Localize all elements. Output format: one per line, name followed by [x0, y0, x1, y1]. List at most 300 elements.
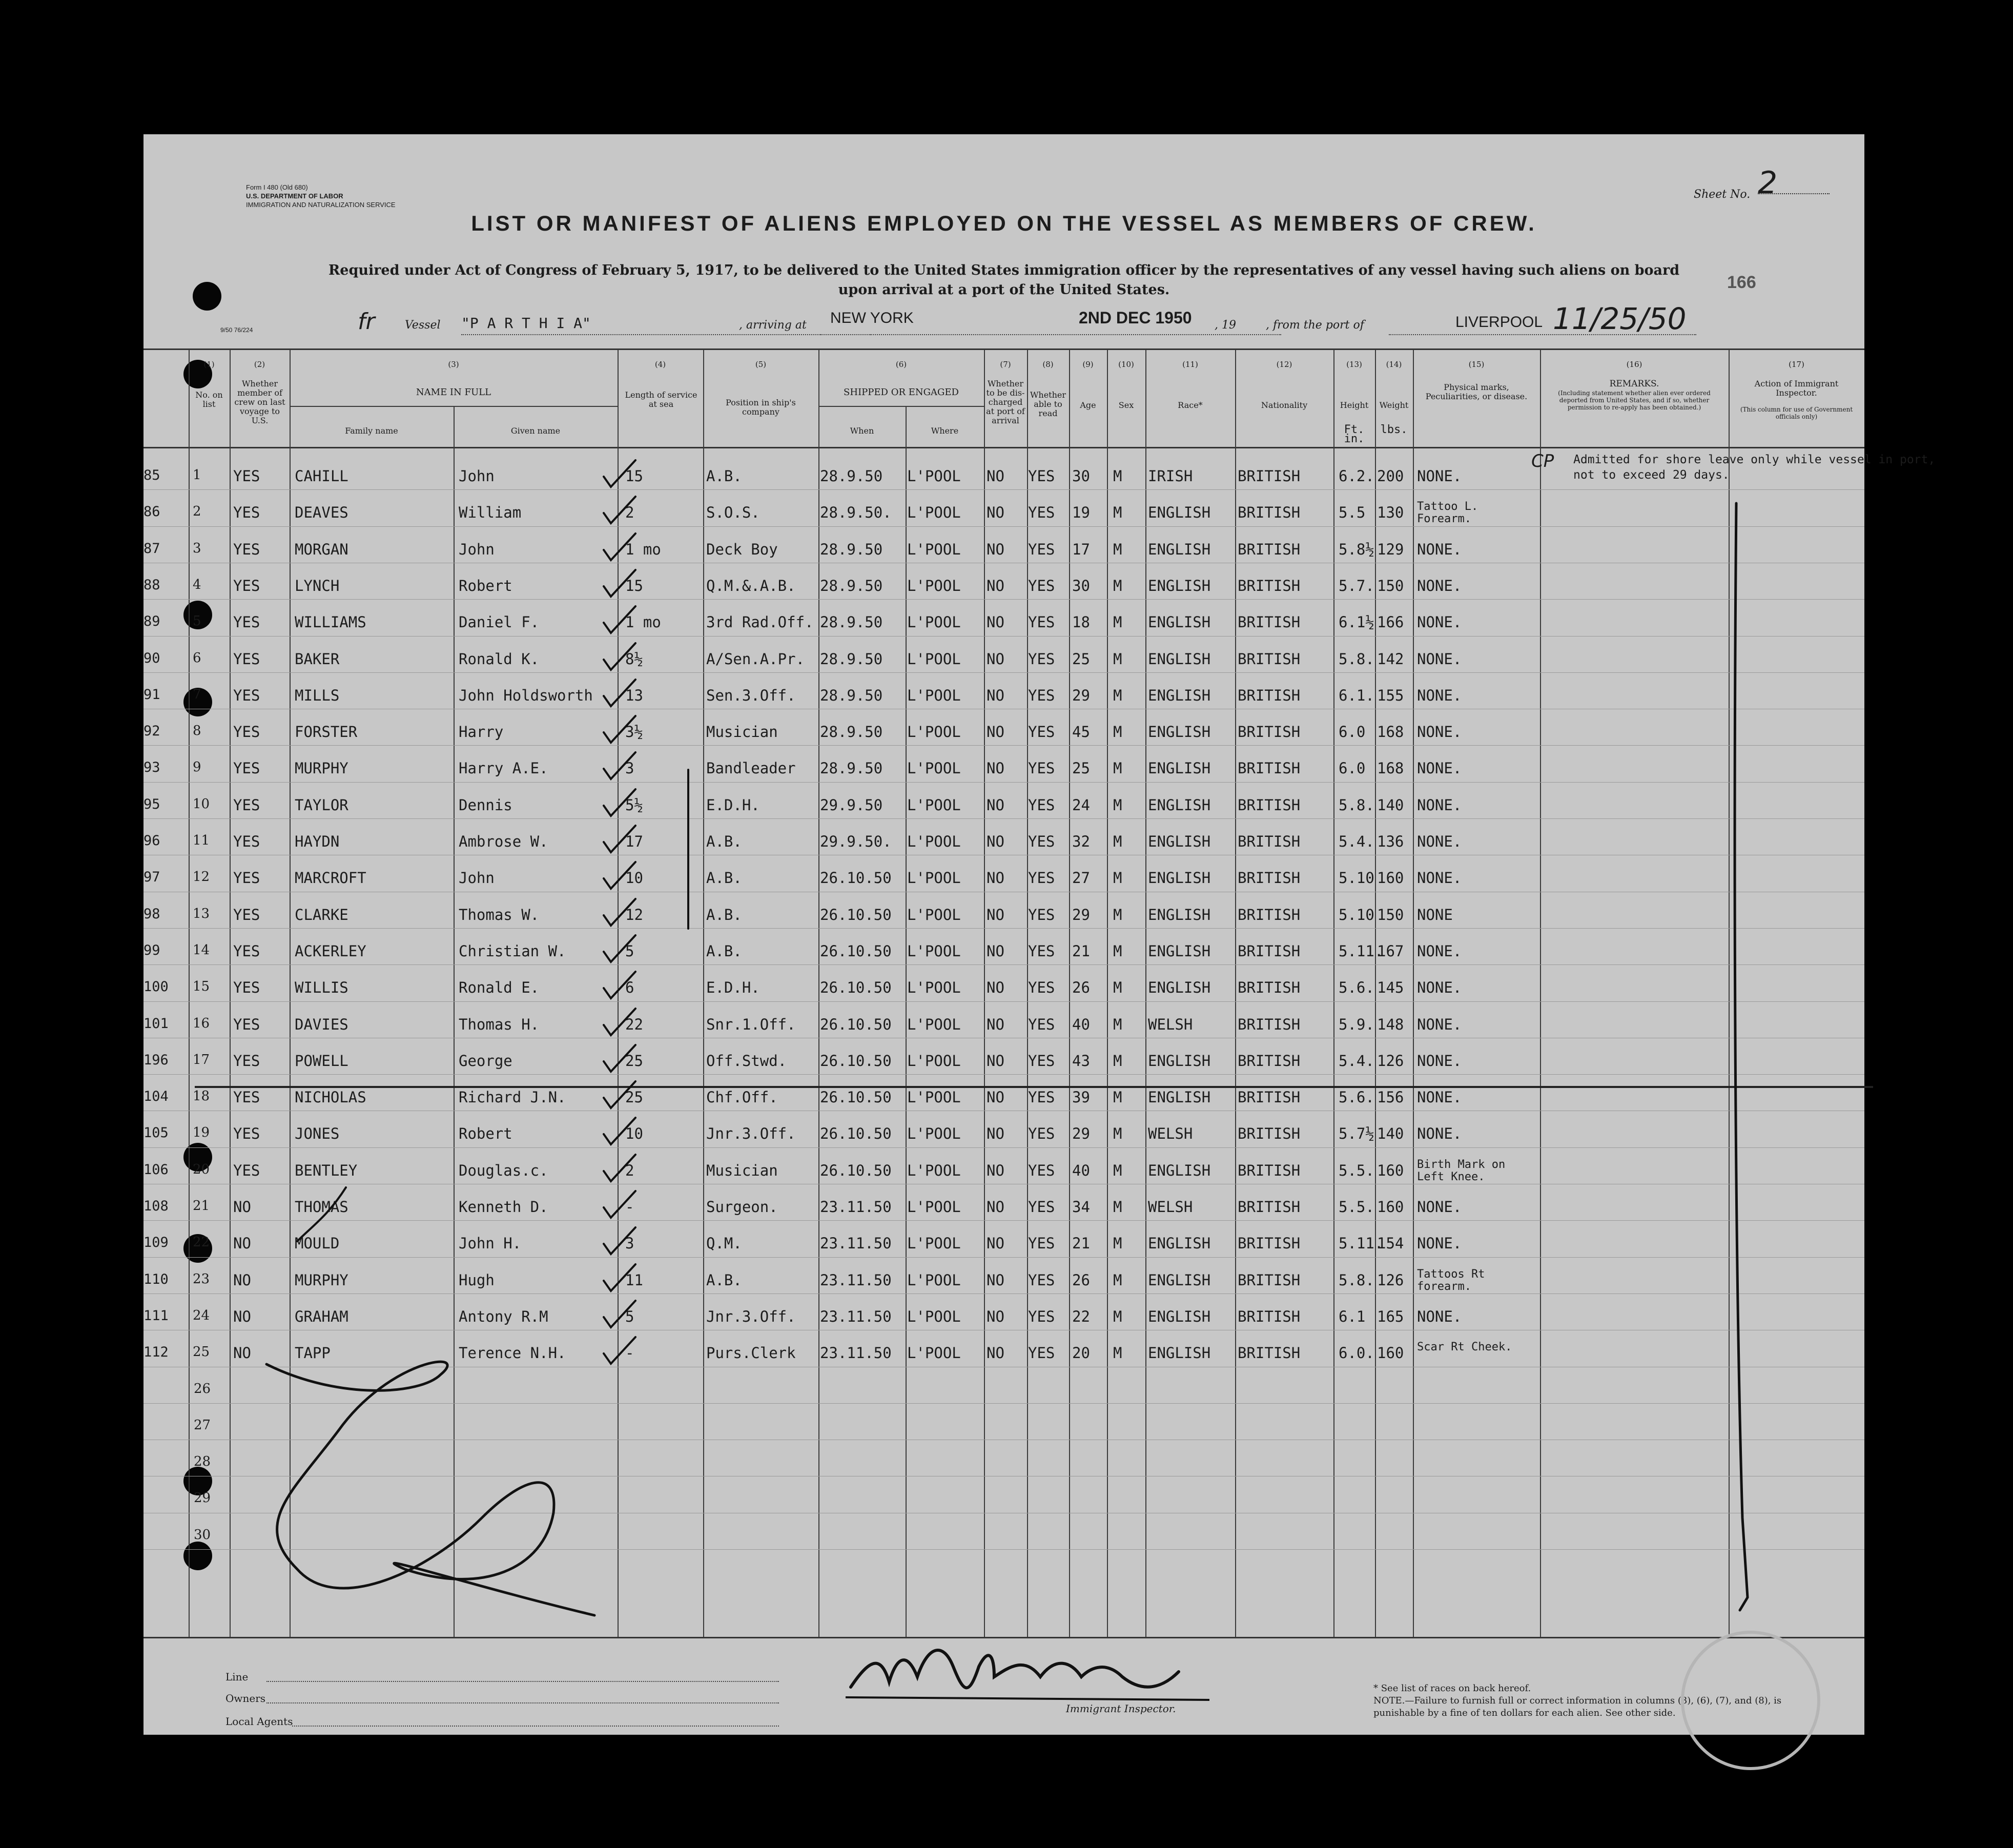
given-name-cell: Dennis	[459, 796, 512, 814]
race-cell: ENGLISH	[1148, 577, 1211, 594]
age-cell: 20	[1072, 1344, 1090, 1362]
weight-cell: 160	[1377, 1344, 1404, 1362]
header-no-on-list: No. on list	[195, 390, 223, 409]
service-length-cell: 12	[625, 906, 643, 923]
race-cell: ENGLISH	[1148, 1235, 1211, 1252]
check-mark	[600, 567, 641, 603]
sex-cell: M	[1113, 1161, 1122, 1179]
discharged-cell: NO	[987, 1089, 1004, 1106]
physical-marks-cell: NONE.	[1417, 1125, 1462, 1143]
height-cell: 5.4.	[1339, 833, 1374, 850]
last-voyage-cell: NO	[233, 1198, 251, 1216]
shipped-where-cell: L'POOL	[907, 1235, 961, 1252]
check-mark	[600, 1261, 641, 1297]
column-number: (2)	[254, 360, 265, 369]
last-voyage-cell: YES	[233, 686, 260, 704]
given-name-cell: Robert	[459, 1125, 512, 1143]
nationality-cell: BRITISH	[1238, 906, 1301, 923]
row-margin-number: 92	[143, 723, 160, 740]
discharged-cell: NO	[987, 467, 1004, 485]
height-cell: 5.8.	[1339, 1271, 1374, 1289]
footer-agents-label: Local Agents	[225, 1715, 293, 1728]
able-read-cell: YES	[1028, 577, 1055, 594]
given-name-cell: Antony R.M	[459, 1307, 548, 1325]
row-number: 25	[193, 1344, 210, 1360]
age-cell: 34	[1072, 1198, 1090, 1216]
page-title: LIST OR MANIFEST OF ALIENS EMPLOYED ON THE VESSEL AS MEMBERS OF CREW.	[471, 211, 1537, 235]
shipped-where-cell: L'POOL	[907, 906, 961, 923]
position-cell: Chf.Off.	[706, 1089, 778, 1106]
discharged-cell: NO	[987, 869, 1004, 887]
last-voyage-cell: NO	[233, 1235, 251, 1252]
header-given-name: Given name	[510, 426, 561, 436]
discharged-cell: NO	[987, 1235, 1004, 1252]
race-cell: ENGLISH	[1148, 1089, 1211, 1106]
able-read-cell: YES	[1028, 1089, 1055, 1106]
position-cell: Surgeon.	[706, 1198, 778, 1216]
row-margin-number: 99	[143, 942, 160, 958]
given-name-cell: John H.	[459, 1235, 522, 1252]
age-cell: 32	[1072, 833, 1090, 850]
height-cell: 6.0	[1339, 759, 1366, 777]
sex-cell: M	[1113, 906, 1122, 923]
service-length-cell: 17	[625, 833, 643, 850]
height-cell: 5.6.	[1339, 979, 1374, 997]
discharged-cell: NO	[987, 540, 1004, 558]
physical-marks-cell: NONE.	[1417, 979, 1462, 997]
physical-marks-cell: NONE.	[1417, 1015, 1462, 1033]
physical-marks-cell: NONE.	[1417, 723, 1462, 741]
row-margin-number: 88	[143, 577, 160, 593]
nationality-cell: BRITISH	[1238, 796, 1301, 814]
family-name-cell: MURPHY	[295, 1271, 348, 1289]
department-name: U.S. DEPARTMENT OF LABOR	[246, 192, 343, 200]
height-cell: 5.11.	[1339, 1235, 1384, 1252]
nationality-cell: BRITISH	[1238, 504, 1301, 522]
discharged-cell: NO	[987, 504, 1004, 522]
family-name-cell: LYNCH	[295, 577, 340, 594]
given-name-cell: John	[459, 467, 495, 485]
discharged-cell: NO	[987, 1161, 1004, 1179]
shipped-when-cell: 28.9.50	[820, 686, 883, 704]
race-cell: ENGLISH	[1148, 540, 1211, 558]
sex-cell: M	[1113, 650, 1122, 668]
weight-cell: 150	[1377, 906, 1404, 923]
header-height: Height	[1340, 400, 1369, 410]
weight-cell: 140	[1377, 1125, 1404, 1143]
row-number: 8	[193, 723, 201, 739]
last-voyage-cell: YES	[233, 759, 260, 777]
shipped-where-cell: L'POOL	[907, 833, 961, 850]
header-name: NAME IN FULL	[416, 387, 491, 398]
shipped-when-cell: 26.10.50	[820, 1089, 892, 1106]
subtitle-act: Required under Act of Congress of February 5, 1917, to be delivered to the United States immigration officer by the representatives of any vessel having such aliens on board	[328, 262, 1680, 278]
discharged-cell: NO	[987, 1015, 1004, 1033]
service-length-cell: 3	[625, 759, 634, 777]
shipped-where-cell: L'POOL	[907, 1089, 961, 1106]
physical-marks-cell: NONE.	[1417, 467, 1462, 485]
row-number: 4	[193, 577, 201, 592]
sex-cell: M	[1113, 796, 1122, 814]
row-number: 16	[193, 1015, 210, 1031]
given-name-cell: William	[459, 504, 522, 522]
row-number: 18	[193, 1089, 210, 1104]
column-number: (4)	[654, 360, 666, 369]
shipped-when-cell: 26.10.50	[820, 942, 892, 960]
sex-cell: M	[1113, 1307, 1122, 1325]
age-cell: 25	[1072, 650, 1090, 668]
nationality-cell: BRITISH	[1238, 686, 1301, 704]
discharged-cell: NO	[987, 1198, 1004, 1216]
position-cell: A.B.	[706, 467, 742, 485]
race-cell: ENGLISH	[1148, 833, 1211, 850]
weight-cell: 155	[1377, 686, 1404, 704]
shipped-where-cell: L'POOL	[907, 1271, 961, 1289]
check-mark	[600, 1042, 641, 1078]
age-cell: 30	[1072, 577, 1090, 594]
able-read-cell: YES	[1028, 1125, 1055, 1143]
given-name-cell: Hugh	[459, 1271, 495, 1289]
row-number: 10	[193, 796, 210, 812]
weight-cell: 142	[1377, 650, 1404, 668]
weight-cell: 160	[1377, 869, 1404, 887]
family-name-cell: DAVIES	[295, 1015, 348, 1033]
footer-owners-label: Owners	[225, 1692, 266, 1705]
discharged-cell: NO	[987, 906, 1004, 923]
given-name-cell: Thomas W.	[459, 906, 540, 923]
physical-marks-cell: NONE.	[1417, 942, 1462, 960]
row-margin-number: 89	[143, 613, 160, 630]
column-number: (9)	[1082, 360, 1094, 369]
service-length-cell: 5	[625, 1307, 634, 1325]
service-length-cell: 3½	[625, 723, 643, 741]
last-voyage-cell: YES	[233, 467, 260, 485]
arrival-date: 2ND DEC 1950	[1079, 309, 1192, 327]
shipped-when-cell: 28.9.50	[820, 540, 883, 558]
last-voyage-cell: YES	[233, 1015, 260, 1033]
shipped-when-cell: 26.10.50	[820, 1015, 892, 1033]
discharged-cell: NO	[987, 613, 1004, 631]
service-length-cell: 1 mo	[625, 540, 661, 558]
nationality-cell: BRITISH	[1238, 979, 1301, 997]
service-length-cell: -	[625, 1344, 634, 1362]
weight-cell: 126	[1377, 1052, 1404, 1070]
sex-cell: M	[1113, 1235, 1122, 1252]
weight-cell: 160	[1377, 1198, 1404, 1216]
race-cell: WELSH	[1148, 1198, 1193, 1216]
able-read-cell: YES	[1028, 1052, 1055, 1070]
shipped-where-cell: L'POOL	[907, 540, 961, 558]
row-number: 21	[193, 1198, 210, 1214]
shipped-when-cell: 28.9.50.	[820, 504, 892, 522]
height-cell: 6.1½	[1339, 613, 1374, 631]
row-number: 6	[193, 650, 201, 666]
weight-cell: 168	[1377, 759, 1404, 777]
row-number: 7	[193, 686, 201, 702]
row-number: 13	[193, 906, 210, 921]
shipped-when-cell: 28.9.50	[820, 723, 883, 741]
last-voyage-cell: YES	[233, 577, 260, 594]
nationality-cell: BRITISH	[1238, 1344, 1301, 1362]
position-cell: Off.Stwd.	[706, 1052, 787, 1070]
shipped-when-cell: 26.10.50	[820, 979, 892, 997]
empty-row-number: 27	[194, 1417, 211, 1433]
given-name-cell: Daniel F.	[459, 613, 540, 631]
shipped-when-cell: 23.11.50	[820, 1235, 892, 1252]
shipped-where-cell: L'POOL	[907, 1052, 961, 1070]
service-length-cell: -	[625, 1198, 634, 1216]
discharged-cell: NO	[987, 796, 1004, 814]
age-cell: 26	[1072, 979, 1090, 997]
nationality-cell: BRITISH	[1238, 723, 1301, 741]
vessel-name: "P A R T H I A"	[461, 315, 591, 332]
height-cell: 5.8½	[1339, 540, 1374, 558]
header-last-voyage: Whether member of crew on last voyage to U.S.	[234, 379, 285, 425]
row-number: 19	[193, 1125, 210, 1141]
shipped-when-cell: 28.9.50	[820, 577, 883, 594]
physical-marks-cell: NONE.	[1417, 1052, 1462, 1070]
able-read-cell: YES	[1028, 796, 1055, 814]
position-cell: Deck Boy	[706, 540, 778, 558]
footer-owners-blank	[266, 1702, 779, 1703]
family-name-cell: CAHILL	[295, 467, 348, 485]
row-margin-number: 196	[143, 1052, 169, 1068]
shipped-when-cell: 28.9.50	[820, 613, 883, 631]
penalty-note: NOTE.—Failure to furnish full or correct information in columns (3), (6), (7), and (8), is punishable by a fine of ten dollars for each alien. See other side.	[1373, 1695, 1782, 1718]
family-name-cell: WILLIS	[295, 979, 348, 997]
weight-cell: 165	[1377, 1307, 1404, 1325]
shipped-where-cell: L'POOL	[907, 577, 961, 594]
column-number: (11)	[1182, 360, 1198, 369]
last-voyage-cell: YES	[233, 906, 260, 923]
header-physical-marks: Physical marks, Peculiarities, or disease.	[1425, 382, 1528, 401]
column-number: (17)	[1789, 360, 1804, 369]
able-read-cell: YES	[1028, 1307, 1055, 1325]
stamp-number: 166	[1727, 273, 1756, 292]
given-name-cell: John	[459, 869, 495, 887]
height-cell: 6.2.	[1339, 467, 1374, 485]
sex-cell: M	[1113, 613, 1122, 631]
manifest-sheet	[143, 134, 1936, 1735]
position-cell: A.B.	[706, 942, 742, 960]
family-name-cell: BAKER	[295, 650, 340, 668]
service-length-cell: 2	[625, 504, 634, 522]
check-mark	[600, 823, 641, 858]
check-mark	[600, 457, 641, 493]
check-mark	[600, 749, 641, 785]
shipped-when-cell: 26.10.50	[820, 906, 892, 923]
sex-cell: M	[1113, 504, 1122, 522]
age-cell: 40	[1072, 1015, 1090, 1033]
physical-marks-cell: NONE.	[1417, 540, 1462, 558]
service-length-cell: 6	[625, 979, 634, 997]
able-read-cell: YES	[1028, 650, 1055, 668]
position-cell: Snr.1.Off.	[706, 1015, 796, 1033]
last-voyage-cell: YES	[233, 833, 260, 850]
header-sex: Sex	[1118, 400, 1134, 410]
check-mark	[600, 1298, 641, 1333]
nationality-cell: BRITISH	[1238, 759, 1301, 777]
shipped-when-cell: 29.9.50	[820, 796, 883, 814]
given-name-cell: Harry A.E.	[459, 759, 548, 777]
able-read-cell: YES	[1028, 759, 1055, 777]
physical-marks-cell: NONE.	[1417, 759, 1462, 777]
physical-marks-cell: NONE.	[1417, 686, 1462, 704]
check-mark	[600, 530, 641, 566]
family-name-cell: BENTLEY	[295, 1161, 358, 1179]
shipped-when-cell: 23.11.50	[820, 1271, 892, 1289]
weight-cell: 136	[1377, 833, 1404, 850]
shipped-when-cell: 26.10.50	[820, 1125, 892, 1143]
able-read-cell: YES	[1028, 1235, 1055, 1252]
able-read-cell: YES	[1028, 467, 1055, 485]
weight-cell: 145	[1377, 979, 1404, 997]
tick-stroke	[297, 1187, 346, 1241]
last-voyage-cell: YES	[233, 613, 260, 631]
given-name-cell: George	[459, 1052, 512, 1070]
row-margin-number: 106	[143, 1161, 169, 1178]
height-cell: 6.1.	[1339, 686, 1374, 704]
header-action-note: (This column for use of Government officials only)	[1740, 406, 1853, 420]
family-name-cell: GRAHAM	[295, 1307, 348, 1325]
header-ft-in: Ft. in.	[1344, 423, 1365, 445]
check-mark	[600, 859, 641, 895]
sex-cell: M	[1113, 833, 1122, 850]
age-cell: 29	[1072, 1125, 1090, 1143]
physical-marks-cell: Birth Mark on Left Knee.	[1417, 1158, 1506, 1183]
shipped-where-cell: L'POOL	[907, 869, 961, 887]
given-name-cell: Ronald E.	[459, 979, 540, 997]
sheet-label: Sheet No.	[1694, 188, 1751, 201]
race-cell: ENGLISH	[1148, 759, 1211, 777]
age-cell: 22	[1072, 1307, 1090, 1325]
discharged-cell: NO	[987, 1125, 1004, 1143]
races-note: * See list of races on back hereof.	[1373, 1683, 1531, 1694]
row-number: 12	[193, 869, 210, 885]
footer-agents-blank	[292, 1726, 779, 1727]
header-remarks: REMARKS.	[1609, 379, 1659, 389]
last-voyage-cell: YES	[233, 796, 260, 814]
weight-cell: 126	[1377, 1271, 1404, 1289]
family-name-cell: FORSTER	[295, 723, 358, 741]
column-number: (1)	[203, 360, 215, 369]
physical-marks-cell: Tattoos Rt forearm.	[1417, 1267, 1485, 1293]
nationality-cell: BRITISH	[1238, 833, 1301, 850]
given-name-cell: John	[459, 540, 495, 558]
header-length-service: Length of service at sea	[625, 390, 697, 409]
row-margin-number: 105	[143, 1125, 169, 1141]
check-mark	[600, 603, 641, 639]
last-voyage-cell: YES	[233, 1052, 260, 1070]
last-voyage-cell: YES	[233, 1089, 260, 1106]
service-length-cell: 2	[625, 1161, 634, 1179]
nationality-cell: BRITISH	[1238, 942, 1301, 960]
footer-line-label: Line	[225, 1671, 249, 1683]
age-cell: 18	[1072, 613, 1090, 631]
shipped-when-cell: 28.9.50	[820, 650, 883, 668]
weight-cell: 148	[1377, 1015, 1404, 1033]
row-margin-number: 98	[143, 906, 160, 922]
last-voyage-cell: NO	[233, 1271, 251, 1289]
given-name-cell: Thomas H.	[459, 1015, 540, 1033]
family-name-cell: HAYDN	[295, 833, 340, 850]
form-number: Form I 480 (Old 680)	[246, 183, 308, 191]
position-cell: A.B.	[706, 906, 742, 923]
shipped-when-cell: 26.10.50	[820, 869, 892, 887]
family-name-cell: JONES	[295, 1125, 340, 1143]
row-margin-number: 100	[143, 979, 169, 995]
header-lbs: lbs.	[1380, 423, 1408, 436]
given-name-cell: Terence N.H.	[459, 1344, 566, 1362]
nationality-cell: BRITISH	[1238, 869, 1301, 887]
family-name-cell: NICHOLAS	[295, 1089, 366, 1106]
sex-cell: M	[1113, 577, 1122, 594]
row-number: 1	[193, 467, 201, 483]
last-voyage-cell: NO	[233, 1344, 251, 1362]
able-read-cell: YES	[1028, 1198, 1055, 1216]
weight-cell: 130	[1377, 504, 1404, 522]
able-read-cell: YES	[1028, 906, 1055, 923]
arrival-port: NEW YORK	[830, 310, 914, 326]
shipped-where-cell: L'POOL	[907, 1015, 961, 1033]
header-able-read: Whether able to read	[1030, 390, 1066, 418]
family-name-cell: POWELL	[295, 1052, 348, 1070]
service-length-cell: 15	[625, 467, 643, 485]
position-cell: Jnr.3.Off.	[706, 1125, 796, 1143]
position-cell: E.D.H.	[706, 796, 760, 814]
given-name-cell: Ronald K.	[459, 650, 540, 668]
nationality-cell: BRITISH	[1238, 1307, 1301, 1325]
given-name-cell: Douglas.c.	[459, 1161, 548, 1179]
age-cell: 21	[1072, 942, 1090, 960]
sex-cell: M	[1113, 467, 1122, 485]
age-cell: 30	[1072, 467, 1090, 485]
check-mark	[600, 640, 641, 676]
sheet-number: 2	[1758, 165, 1778, 201]
height-cell: 5.11.	[1339, 942, 1384, 960]
row-margin-number: 109	[143, 1235, 169, 1251]
race-cell: ENGLISH	[1148, 1161, 1211, 1179]
nationality-cell: BRITISH	[1238, 540, 1301, 558]
shipped-when-cell: 23.11.50	[820, 1307, 892, 1325]
inspector-column-line	[1735, 503, 1748, 1610]
height-cell: 5.5	[1339, 504, 1366, 522]
shipped-when-cell: 26.10.50	[820, 1161, 892, 1179]
nationality-cell: BRITISH	[1238, 577, 1301, 594]
able-read-cell: YES	[1028, 1344, 1055, 1362]
header-race: Race*	[1178, 400, 1203, 410]
shipped-where-cell: L'POOL	[907, 942, 961, 960]
position-cell: A.B.	[706, 833, 742, 850]
able-read-cell: YES	[1028, 686, 1055, 704]
column-number: (8)	[1042, 360, 1054, 369]
discharged-cell: NO	[987, 759, 1004, 777]
arriving-label: , arriving at	[739, 319, 807, 332]
shipped-where-cell: L'POOL	[907, 1344, 961, 1362]
service-name: IMMIGRATION AND NATURALIZATION SERVICE	[246, 201, 396, 209]
row-margin-number: 85	[143, 467, 160, 483]
empty-row-number: 28	[194, 1454, 211, 1470]
sex-cell: M	[1113, 723, 1122, 741]
shipped-where-cell: L'POOL	[907, 723, 961, 741]
service-length-cell: 13	[625, 686, 643, 704]
initials-handwritten: fr	[358, 309, 375, 335]
height-cell: 6.0.	[1339, 1344, 1374, 1362]
sex-cell: M	[1113, 979, 1122, 997]
position-cell: S.O.S.	[706, 504, 760, 522]
sex-cell: M	[1113, 1125, 1122, 1143]
row-margin-number: 101	[143, 1015, 169, 1032]
